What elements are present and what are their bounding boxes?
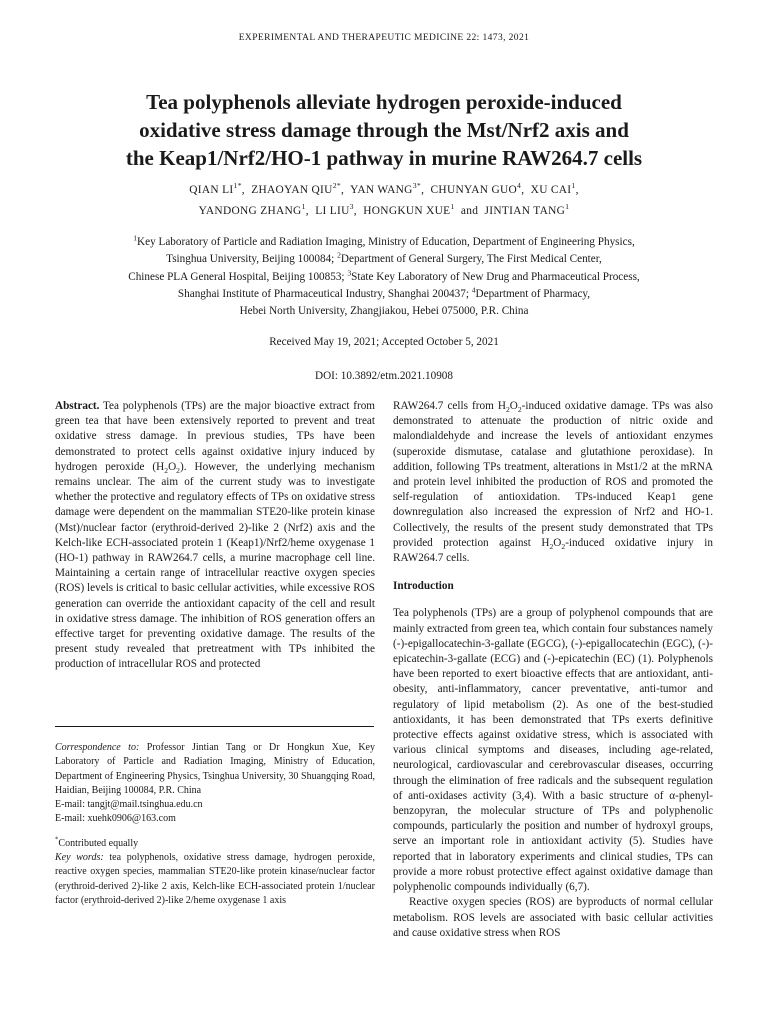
author-affil-mark: 4 [517, 181, 522, 191]
affiliation-line [60, 251, 708, 268]
affiliation-text: Key Laboratory of Particle and Radiation Imaging, Ministry of Education, Department of Engineering Physics, [137, 236, 635, 248]
abstract-text: -induced oxidative injury in RAW264.7 cells. [393, 536, 713, 565]
left-column [55, 399, 375, 673]
contributed-note [55, 837, 375, 851]
author-affil-mark: 1 [565, 202, 570, 212]
affiliation-text: Hebei North University, Zhangjiakou, Hebei 075000, P.R. China [239, 305, 529, 318]
author-name: ZHAOYAN QIU [251, 184, 333, 196]
subscript: 2 [517, 405, 522, 415]
author-line: QIAN $LI^{1*}$, ZHAOYAN $QIU^{2*}$, YAN $WANG^{3*}$, CHUNYAN GUO$^4$, XU CAI$^1$, [189, 181, 579, 196]
subscript: 2 [561, 542, 566, 552]
affil-number: 1 [133, 233, 138, 243]
author-name: XU CAI [530, 184, 572, 196]
subscript: 2 [549, 542, 554, 552]
author-name: HONGKUN XUE [363, 205, 451, 217]
contributed-text: Contributed equally [58, 837, 139, 849]
abstract-text: O [168, 460, 177, 473]
subscript: 2 [176, 466, 180, 476]
author-name: JINTIAN TANG [484, 205, 566, 217]
author-affil-mark: 1 [450, 202, 455, 212]
section-heading-introduction: Introduction [393, 580, 454, 593]
affiliation-text: Department of Pharmacy, [475, 287, 591, 300]
affiliation-text: Chinese PLA General Hospital, Beijing 100853; [128, 270, 348, 283]
keywords-text: tea polyphenols, oxidative stress damage, hydrogen peroxide, reactive oxygen species, mammalian STE20-like protein kinase/nuclear factor (erythroid-derived 2)-like 2 axis, Kelch-like ECH-associated protein 1/nuclear factor (erythroid-derived 2)-like 2/heme oxygenase 1 axis [55, 852, 375, 906]
author-affil-mark: 1* [233, 181, 242, 191]
footnote-divider [55, 726, 374, 727]
author-affil-mark: 1 [301, 202, 306, 212]
author-name: QIAN LI [189, 184, 234, 196]
author-affil-mark: 1 [571, 181, 576, 191]
author-affil-mark: 2* [332, 181, 342, 191]
correspondence-text [55, 741, 375, 798]
received-accepted-dates: Received May 19, 2021; Accepted October 5, 2021 [269, 336, 499, 348]
abstract-text: O [553, 536, 562, 549]
subscript: 2 [164, 466, 169, 476]
abstract-paragraph [55, 399, 375, 673]
abstract-text: RAW264.7 cells from H [393, 400, 506, 412]
author-affil-mark: 3 [349, 202, 354, 212]
abstract-text: O [509, 400, 518, 412]
abstract-text: -induced oxidative damage. TPs was also demonstrated to attenuate the production of nitric oxide and malondialdehyde and increase the levels of antioxidant enzymes (superoxide dismutase, catalase and glutathione peroxidase). In addition, following TPs treatment, alterations in Mst1/2 at the mRNA and protein level inhibited the production of ROS and promoted the self-regulation of antioxidation. TPs-induced Keap1 gene downregulation also increased the expression of Nrf2 and HO-1. Collectively, the results of the present study demonstrated that TPs provided protection against H [393, 400, 714, 549]
author-line: YANDONG ZHANG$^1$, LI LIU$^3$, HONGKUN XUE$^1$ and JINTIAN TANG$^1$ [198, 202, 570, 217]
title-line: oxidative stress damage through the Mst/Nrf2 axis and [139, 118, 629, 142]
affiliation-line [60, 234, 708, 251]
author-affil-mark: 3* [412, 181, 422, 191]
correspondence-footnote [55, 741, 375, 908]
affil-number: 2 [337, 250, 341, 260]
affiliation-text: State Key Laboratory of New Drug and Pharmaceutical Process, [351, 270, 640, 283]
email-line: E-mail: tangjt@mail.tsinghua.edu.cn [55, 799, 203, 811]
title-line: Tea polyphenols alleviate hydrogen peroxide-induced [146, 90, 622, 114]
email-line: E-mail: xuehk0906@163.com [55, 813, 176, 825]
right-column [393, 399, 713, 941]
keywords-label: Key words: [55, 852, 104, 864]
contributed-mark: * [55, 836, 59, 844]
affiliations [60, 234, 708, 320]
introduction-paragraph: Tea polyphenols (TPs) are a group of polyphenol compounds that are mainly extracted from green tea, which contain four substances namely (-)-epigallocatechin-3-gallate (EGCG), (-)-epigallocatechin (EGC), (-)-epicatechin-3-gallate (ECG) and (-)-epicatechin (EC) (1). Polyphenols have been reported to exert bioactive effects that are antioxidant, anti-obesity, anti-inflammatory, cancer preventative, anti-tumor and regulatory of lipid metabolism (2). As one of the best-studied antioxidants, it has been demonstrated that TPs exerts definitive protective effects against oxidative stress, which is associated with various clinical symptoms and diseases, including age-related, neurological, cardiovascular and cerebrovascular diseases, occurring through the elimination of free radicals and the subsequent regulation of anti-oxidases activity (3,4). With a basic structure of α-phenyl-benzopyran, the molecular structure of TPs and polyphenolic compounds, particularly the position and number of hydroxyl groups, serve an important role in antioxidant activity (5). Studies have reported that in laboratory experiments and clinical studies, TPs can provide a more robust protective effect against oxidative damage than polyphenolic compounds individually (6,7). [393, 607, 713, 894]
affiliation-text: Shanghai Institute of Pharmaceutical Industry, Shanghai 200437; [177, 287, 472, 300]
abstract-text: ). However, the underlying mechanism remains unclear. The aim of the current study was to investigate whether the protective and regulatory effects of TPs on oxidative stress damage were dependent on the mammalian STE20-like protein kinase (Mst)/nuclear factor (erythroid-derived 2)-like 2 (Nrf2) axis and the Kelch-like ECH-associated protein 1 (Keap1)/Nrf2/heme oxygenase 1 (HO-1) pathway in RAW264.7 cells, a murine macrophage cell line. Maintaining a certain range of intracellular reactive oxygen species (ROS) levels is critical to basic cellular activities, while excessive ROS generation can override the antioxidant capacity of the cell and result in oxidative stress damage. The inhibition of ROS generation offers an effective target for preventing oxidative damage. The results of the present study revealed that pretreatment with TPs inhibited the production of intracellular ROS and protected [55, 460, 376, 671]
affiliation-text: Department of General Surgery, The First Medical Center, [340, 253, 602, 266]
introduction-paragraph: Reactive oxygen species (ROS) are byproducts of normal cellular metabolism. ROS levels are associated with basic cellular activities and cause oxidative stress when ROS [393, 896, 713, 939]
doi: DOI: 10.3892/etm.2021.10908 [315, 370, 453, 382]
title-line: the Keap1/Nrf2/HO-1 pathway in murine RAW264.7 cells [125, 146, 643, 170]
affiliation-text: Tsinghua University, Beijing 100084; [166, 253, 338, 266]
author-list [60, 180, 708, 222]
article-title [60, 88, 708, 172]
affil-number: 3 [347, 267, 352, 277]
correspondence-address: Professor Jintian Tang or Dr Hongkun Xue, Key Laboratory of Particle and Radiation Imaging, Ministry of Education, Department of Engineering Physics, Tsinghua University, 30 Shuangqing Road, Haidian, Beijing 100084, P.R. China [55, 742, 375, 796]
correspondence-label: Correspondence to: [55, 742, 140, 753]
affil-number: 4 [471, 285, 476, 295]
abstract-paragraph-continued [393, 399, 713, 566]
abstract-label: Abstract. [55, 400, 100, 412]
affiliation-line [60, 269, 708, 286]
author-name: CHUNYAN GUO [430, 184, 518, 196]
affiliation-line [60, 286, 708, 303]
author-conjunction: and [460, 205, 479, 217]
keywords [55, 851, 375, 908]
author-name: YANDONG ZHANG [198, 205, 302, 217]
abstract-text: Tea polyphenols (TPs) are the major bioactive extract from green tea that have been extensively reported to prevent and treat oxidative stress damage. In previous studies, TPs have been demonstrated to protect cells against oxidative injury induced by hydrogen peroxide (H [55, 400, 375, 473]
subscript: 2 [505, 405, 510, 415]
affiliation-line [60, 303, 708, 320]
running-header: EXPERIMENTAL AND THERAPEUTIC MEDICINE 22: 1473, 2021 [238, 33, 530, 43]
author-name: YAN WANG [350, 184, 413, 196]
author-name: LI LIU [315, 205, 350, 217]
